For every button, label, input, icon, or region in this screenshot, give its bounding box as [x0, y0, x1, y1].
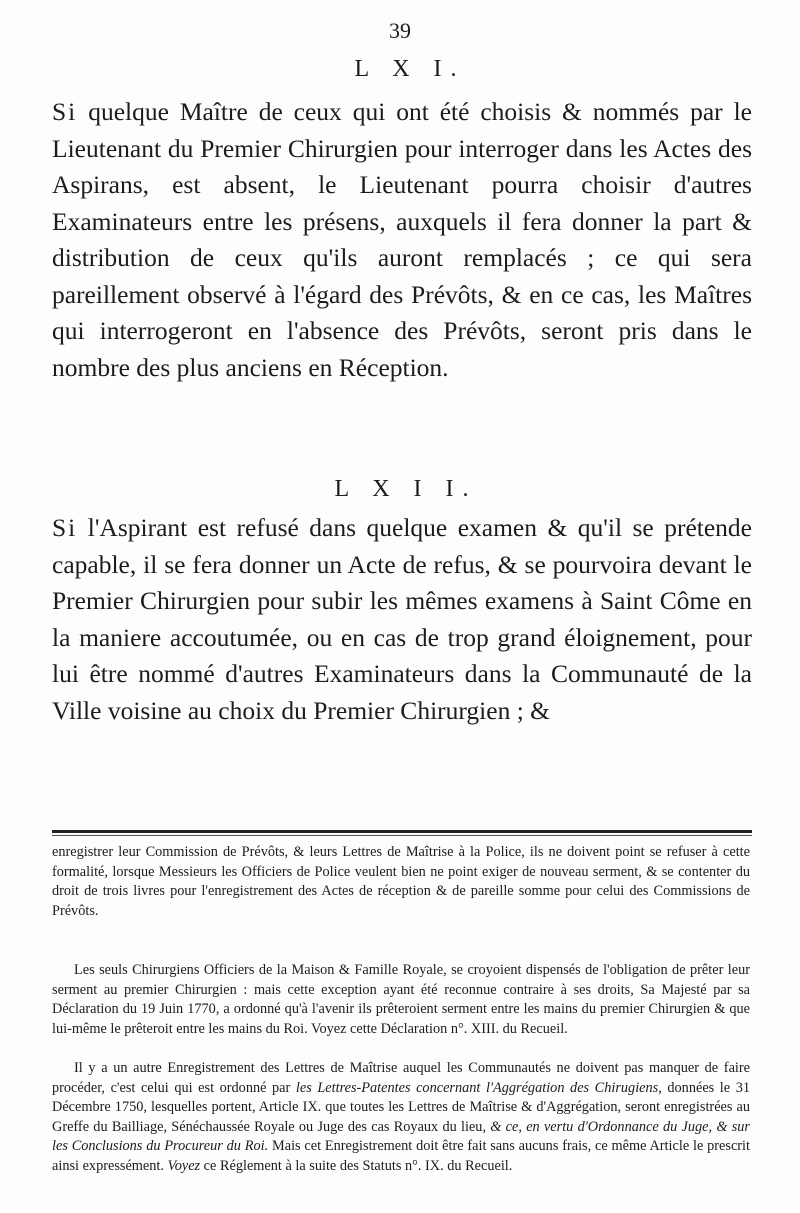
article-text: l'Aspirant est refusé dans quelque examen & qu'il se prétende capable, il se fera donner un Acte de refus, & se pourvoira devant le Premier Chirurgien pour subir les mêmes examens à Saint Côme en la maniere accoutumée, ou en cas de trop grand éloignement, pour lui être nommé d'autres Examinateurs dans la Communauté de la Ville voisine au choix du Premier Chirurgien ; &	[52, 513, 752, 725]
footnote-italic-clause: & ce, en vertu d'Ordonnance du Juge, & sur les Conclusions du Procureur du Roi.	[52, 1118, 750, 1155]
article-lead-word: Si	[52, 97, 78, 126]
article-body-lxii	[52, 510, 752, 729]
footnote-text: ce Réglement à la suite des Statuts n°. IX. du Recueil.	[200, 1157, 513, 1174]
footnote-paragraph-1: enregistrer leur Commission de Prévôts, & leurs Lettres de Maîtrise à la Police, ils ne doivent point se refuser à cette formalité, lorsque Messieurs les Officiers de Police veulent bien ne point exiger de nouveau serment, & se contenter du droit de trois livres pour l'enregistrement des Actes de réception & de pareille somme pour celui des Commissions de Prévôts.	[52, 844, 750, 919]
footnote-paragraph-3	[52, 1059, 750, 1177]
footnote-text: Mais cet Enregistrement doit être fait sans aucuns frais, ce même Article le prescrit ainsi expressément.	[52, 1138, 750, 1174]
article-lead-word: Si	[52, 513, 78, 542]
article-heading-lxi: L X I.	[354, 56, 466, 82]
footnote-separator	[52, 830, 752, 833]
footnote-separator-thin	[52, 835, 752, 836]
footnote-paragraph-2: Les seuls Chirurgiens Officiers de la Maison & Famille Royale, se croyoient dispensés de l'obligation de prêter leur serment au premier Chirurgien : mais cette exception ayant été reconnue contraire à ses droits, Sa Majesté par sa Déclaration du 19 Juin 1770, a ordonné qu'à l'avenir ils prêteroient serment entre les mains du premier Chirurgien & que lui-même le prêteroit entre les mains du Roi. Voyez cette Déclaration n°. XIII. du Recueil.	[52, 962, 750, 1037]
article-body-lxi	[52, 94, 752, 386]
footnote-italic-title: les Lettres-Patentes concernant l'Aggrégation des Chirugiens	[295, 1079, 659, 1096]
footnote-text: , données le 31 Décembre 1750, lesquelles portent, Article IX. que toutes les Lettres de Maîtrise & d'Aggrégation, seront enregistrées au Greffe du Bailliage, Sénéchaussée Royale ou Juge des cas Royaux du lieu,	[52, 1079, 750, 1135]
article-text: quelque Maître de ceux qui ont été choisis & nommés par le Lieutenant du Premier Chirurgien pour interroger dans les Actes des Aspirans, est absent, le Lieutenant pourra choisir d'autres Examinateurs entre les présens, auxquels il fera donner la part & distribution de ceux qu'ils auront remplacés ; ce qui sera pareillement observé à l'égard des Prévôts, & en ce cas, les Maîtres qui interrogeront en l'absence des Prévôts, seront pris dans le nombre des plus anciens en Réception.	[52, 97, 752, 382]
page-number: 39	[389, 18, 411, 43]
footnote-italic-voyez: Voyez	[167, 1157, 201, 1174]
footnote-text: Il y a un autre Enregistrement des Lettres de Maîtrise auquel les Communautés ne doivent pas manquer de faire procéder, c'est celui qui est ordonné par	[52, 1060, 750, 1096]
article-heading-lxii: L X I I.	[334, 476, 478, 502]
